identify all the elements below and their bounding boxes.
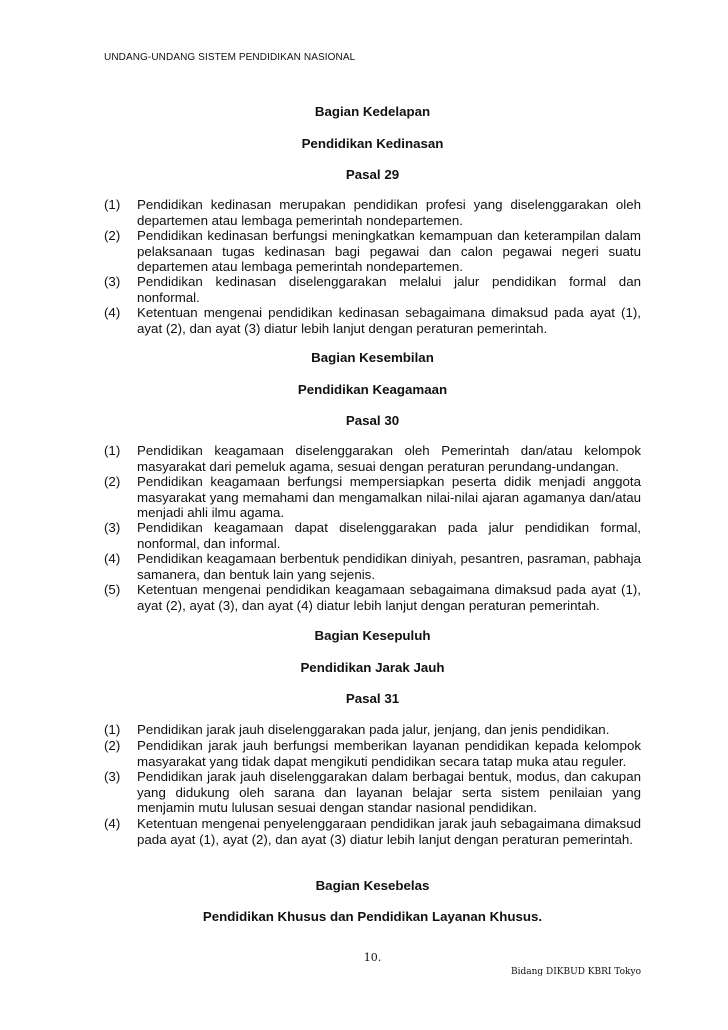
item-number: (1): [104, 197, 121, 212]
article-heading: Pasal 31: [345, 691, 400, 706]
item-number: (5): [104, 582, 121, 597]
item-number: (4): [104, 816, 121, 831]
page-number: 10.: [363, 951, 382, 964]
list-item: [104, 722, 641, 738]
item-text: Pendidikan kedinasan merupakan pendidikan profesi yang diselenggarakan oleh departemen atau lembaga pemerintah nondepartemen.: [137, 197, 641, 228]
list-item: [104, 816, 641, 847]
section-title: Pendidikan Kedinasan: [301, 136, 444, 151]
item-text: Pendidikan keagamaan berfungsi mempersiapkan peserta didik menjadi anggota masyarakat yang memahami dan mengamalkan nilai-nilai ajaran agamanya dan/atau menjadi ahli ilmu agama.: [137, 474, 641, 520]
item-number: (4): [104, 551, 121, 566]
article-heading: Pasal 29: [345, 167, 400, 182]
item-text: Pendidikan jarak jauh diselenggarakan dalam berbagai bentuk, modus, dan cakupan yang didukung oleh sarana dan layanan belajar serta sistem penilaian yang menjamin mutu lulusan sesuai dengan standar nasional pendidikan.: [137, 769, 641, 815]
section-title: Pendidikan Keagamaan: [297, 382, 448, 397]
item-number: (2): [104, 228, 121, 243]
item-text: Ketentuan mengenai pendidikan keagamaan sebagaimana dimaksud pada ayat (1), ayat (2), ayat (3), dan ayat (4) diatur lebih lanjut dengan peraturan pemerintah.: [137, 582, 641, 613]
list-item: [104, 474, 641, 521]
list-item: [104, 520, 641, 551]
item-text: Ketentuan mengenai penyelenggaraan pendidikan jarak jauh sebagaimana dimaksud pada ayat (1), ayat (2), dan ayat (3) diatur lebih lanjut dengan peraturan pemerintah.: [137, 816, 641, 847]
item-text: Pendidikan keagamaan berbentuk pendidikan diniyah, pesantren, pasraman, pabhaja samanera, dan bentuk lain yang sejenis.: [137, 551, 641, 582]
section-title: Pendidikan Khusus dan Pendidikan Layanan Khusus.: [202, 909, 543, 924]
list-item: [104, 769, 641, 816]
item-text: Pendidikan jarak jauh berfungsi memberikan layanan pendidikan kepada kelompok masyarakat yang tidak dapat mengikuti pendidikan secara tatap muka atau reguler.: [137, 738, 641, 769]
list-item: [104, 197, 641, 228]
section-heading: Bagian Kesebelas: [315, 878, 430, 893]
list-item: [104, 305, 641, 336]
item-number: (4): [104, 305, 121, 320]
document-header: UNDANG-UNDANG SISTEM PENDIDIKAN NASIONAL: [104, 52, 356, 63]
item-text: Pendidikan jarak jauh diselenggarakan pada jalur, jenjang, dan jenis pendidikan.: [137, 722, 610, 737]
list-item: [104, 582, 641, 613]
section-heading: Bagian Kesepuluh: [314, 628, 431, 643]
item-text: Pendidikan keagamaan diselenggarakan oleh Pemerintah dan/atau kelompok masyarakat dari pemeluk agama, sesuai dengan peraturan perundang-undangan.: [137, 443, 641, 474]
list-item: [104, 274, 641, 305]
item-text: Pendidikan kedinasan berfungsi meningkatkan kemampuan dan keterampilan dalam pelaksanaan tugas kedinasan bagi pegawai dan calon pegawai negeri suatu departemen atau lembaga pemerintah nondepartemen.: [137, 228, 641, 274]
item-number: (3): [104, 274, 121, 289]
section-title: Pendidikan Jarak Jauh: [300, 660, 445, 675]
item-text: Pendidikan keagamaan dapat diselenggarakan pada jalur pendidikan formal, nonformal, dan informal.: [137, 520, 641, 551]
article-heading: Pasal 30: [345, 413, 400, 428]
list-item: [104, 443, 641, 474]
section-heading: Bagian Kedelapan: [314, 104, 431, 119]
list-item: [104, 738, 641, 769]
item-text: Pendidikan kedinasan diselenggarakan melalui jalur pendidikan formal dan nonformal.: [137, 274, 641, 305]
item-text: Ketentuan mengenai pendidikan kedinasan sebagaimana dimaksud pada ayat (1), ayat (2), dan ayat (3) diatur lebih lanjut dengan peraturan pemerintah.: [137, 305, 641, 336]
item-number: (1): [104, 443, 121, 458]
list-item: [104, 551, 641, 582]
item-number: (2): [104, 474, 121, 489]
item-number: (1): [104, 722, 121, 737]
section-heading: Bagian Kesembilan: [311, 350, 434, 365]
item-number: (2): [104, 738, 121, 753]
list-item: [104, 228, 641, 275]
document-footer: Bidang DIKBUD KBRI Tokyo: [510, 967, 641, 977]
item-number: (3): [104, 520, 121, 535]
item-number: (3): [104, 769, 121, 784]
